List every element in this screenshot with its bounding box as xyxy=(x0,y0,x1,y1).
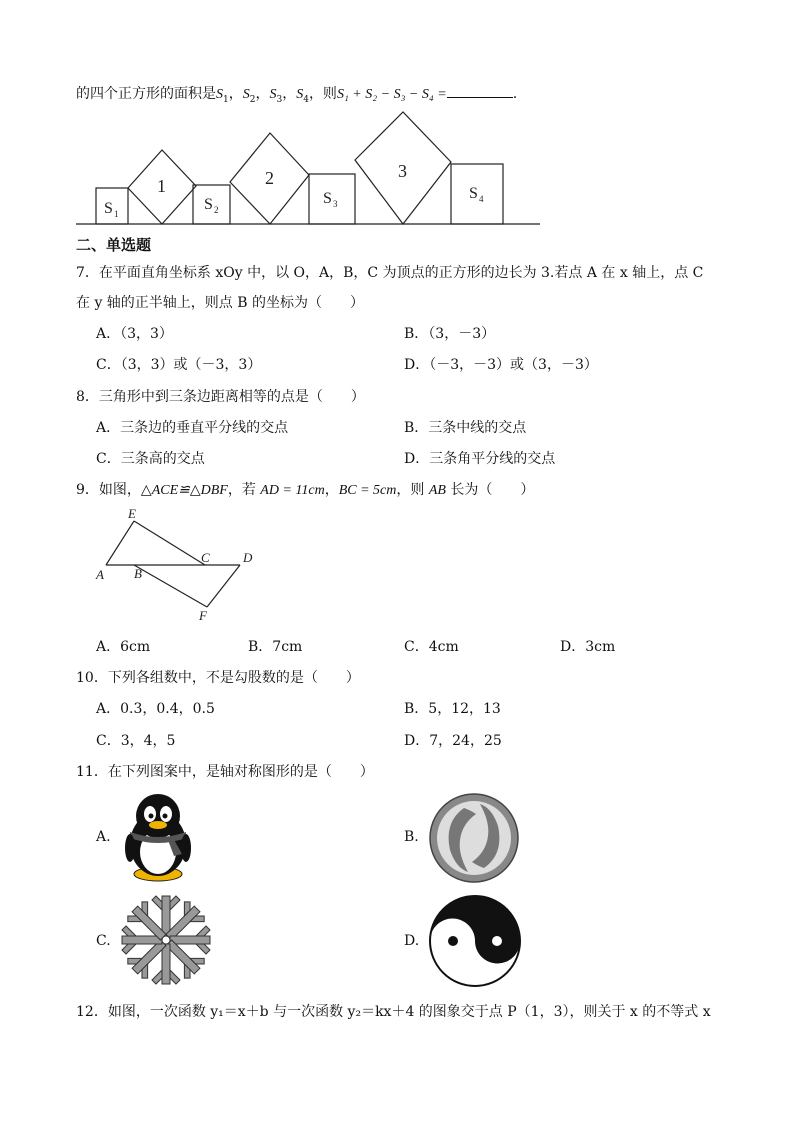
penguin-icon xyxy=(116,792,200,882)
q9-option-a[interactable]: A．6cm xyxy=(96,639,151,655)
q7-option-d[interactable]: D．（－3，－3）或（3，－3） xyxy=(404,357,598,373)
label-s3-sub: 3 xyxy=(333,199,338,209)
label-s3: S xyxy=(323,190,332,207)
q9-congruence: △ACE≌△DBF xyxy=(140,483,228,498)
point-e-label: E xyxy=(128,506,136,521)
q6-period: . xyxy=(512,86,518,102)
q6-stem-line: 的四个正方形的面积是$S_1$，$S_2$，$S_3$，$S_4$，则S₁ + S₂ − S₃ − S₄ = . xyxy=(76,83,517,105)
s3-sub: 3 xyxy=(276,94,283,105)
s1-symbol: S xyxy=(216,87,223,102)
label-3: 3 xyxy=(398,161,407,181)
q9-ad: AD = 11cm xyxy=(260,483,325,498)
q8-option-d[interactable]: D．三条角平分线的交点 xyxy=(404,451,556,467)
segment-df xyxy=(207,565,240,607)
q7-stem-line1: 7．在平面直角坐标系 xOy 中，以 O，A，B，C 为顶点的正方形的边长为 3.若点 A 在 x 轴上，点 C xyxy=(76,265,704,281)
label-2: 2 xyxy=(265,168,274,188)
q10-option-b[interactable]: B．5，12，13 xyxy=(404,701,501,717)
q9-comma: ， xyxy=(324,482,339,498)
q7-option-c[interactable]: C．（3，3）或（－3，3） xyxy=(96,357,262,373)
q9-bc: BC = 5cm xyxy=(338,483,397,498)
q8-option-c[interactable]: C．三条高的交点 xyxy=(96,451,205,467)
label-s4-sub: 4 xyxy=(479,194,484,204)
q8-stem: 8．三角形中到三条边距离相等的点是（ ） xyxy=(76,389,365,405)
s4-sub: 4 xyxy=(303,94,309,105)
q11-stem: 11．在下列图案中，是轴对称图形的是（ ） xyxy=(76,764,374,780)
s1-sub: 1 xyxy=(223,94,229,105)
q10-option-a[interactable]: A．0.3，0.4，0.5 xyxy=(96,701,215,717)
q10-option-d[interactable]: D．7，24，25 xyxy=(404,733,502,749)
point-d-label: D xyxy=(243,550,253,565)
label-s1-sub: 1 xyxy=(114,209,119,219)
q9-option-c[interactable]: C．4cm xyxy=(404,639,459,655)
q11-option-a[interactable]: A. xyxy=(96,829,111,845)
segment-fb xyxy=(134,565,207,607)
label-s2-sub: 2 xyxy=(214,205,219,215)
q9-option-d[interactable]: D．3cm xyxy=(560,639,616,655)
q9-tail: ，则 xyxy=(396,482,429,498)
q6-then: ，则 xyxy=(308,86,337,102)
q9-prefix: 9．如图， xyxy=(76,482,141,498)
q9-ab: AB xyxy=(428,483,446,498)
point-b-label: B xyxy=(134,566,142,581)
q6-text: 的四个正方形的面积是 xyxy=(76,86,216,102)
point-c-label: C xyxy=(201,550,210,565)
point-a-label: A xyxy=(96,567,104,582)
s4-symbol: S xyxy=(296,87,304,102)
q6-expression: S₁ + S₂ − S₃ − S₄ = xyxy=(336,87,447,102)
label-s2: S xyxy=(204,196,213,213)
s3-symbol: S xyxy=(269,87,277,102)
label-1: 1 xyxy=(157,176,166,196)
section-title: 二、单选题 xyxy=(76,236,152,254)
snowflake-pattern-icon xyxy=(120,894,212,986)
q10-stem: 10．下列各组数中，不是勾股数的是（ ） xyxy=(76,670,360,686)
point-f-label: F xyxy=(199,608,207,623)
q8-option-a[interactable]: A．三条边的垂直平分线的交点 xyxy=(96,420,289,436)
s2-symbol: S xyxy=(242,87,250,102)
label-s4: S xyxy=(469,185,478,202)
yin-yang-icon xyxy=(428,894,522,988)
label-s1: S xyxy=(104,200,113,217)
circle-pattern-icon xyxy=(428,792,520,884)
q8-option-b[interactable]: B．三条中线的交点 xyxy=(404,420,527,436)
q7-option-b[interactable]: B．（3，－3） xyxy=(404,326,496,342)
segment-ec xyxy=(134,521,205,565)
q9-option-b[interactable]: B．7cm xyxy=(248,639,303,655)
q11-option-c[interactable]: C. xyxy=(96,933,111,949)
q11-option-d[interactable]: D. xyxy=(404,933,420,949)
q10-option-c[interactable]: C．3，4，5 xyxy=(96,733,176,749)
q7-stem-line2: 在 y 轴的正半轴上，则点 B 的坐标为（ ） xyxy=(76,295,364,311)
s2-sub: 2 xyxy=(249,94,256,105)
segment-ae xyxy=(106,521,134,565)
q9-end: 长为（ ） xyxy=(445,482,535,498)
q12-stem: 12．如图，一次函数 y₁＝x＋b 与一次函数 y₂＝kx＋4 的图象交于点 P（1，3），则关于 x 的不等式 x xyxy=(76,1004,711,1020)
q9-mid: ，若 xyxy=(227,482,261,498)
q7-option-a[interactable]: A．（3，3） xyxy=(96,326,173,342)
q11-option-b[interactable]: B. xyxy=(404,829,419,845)
